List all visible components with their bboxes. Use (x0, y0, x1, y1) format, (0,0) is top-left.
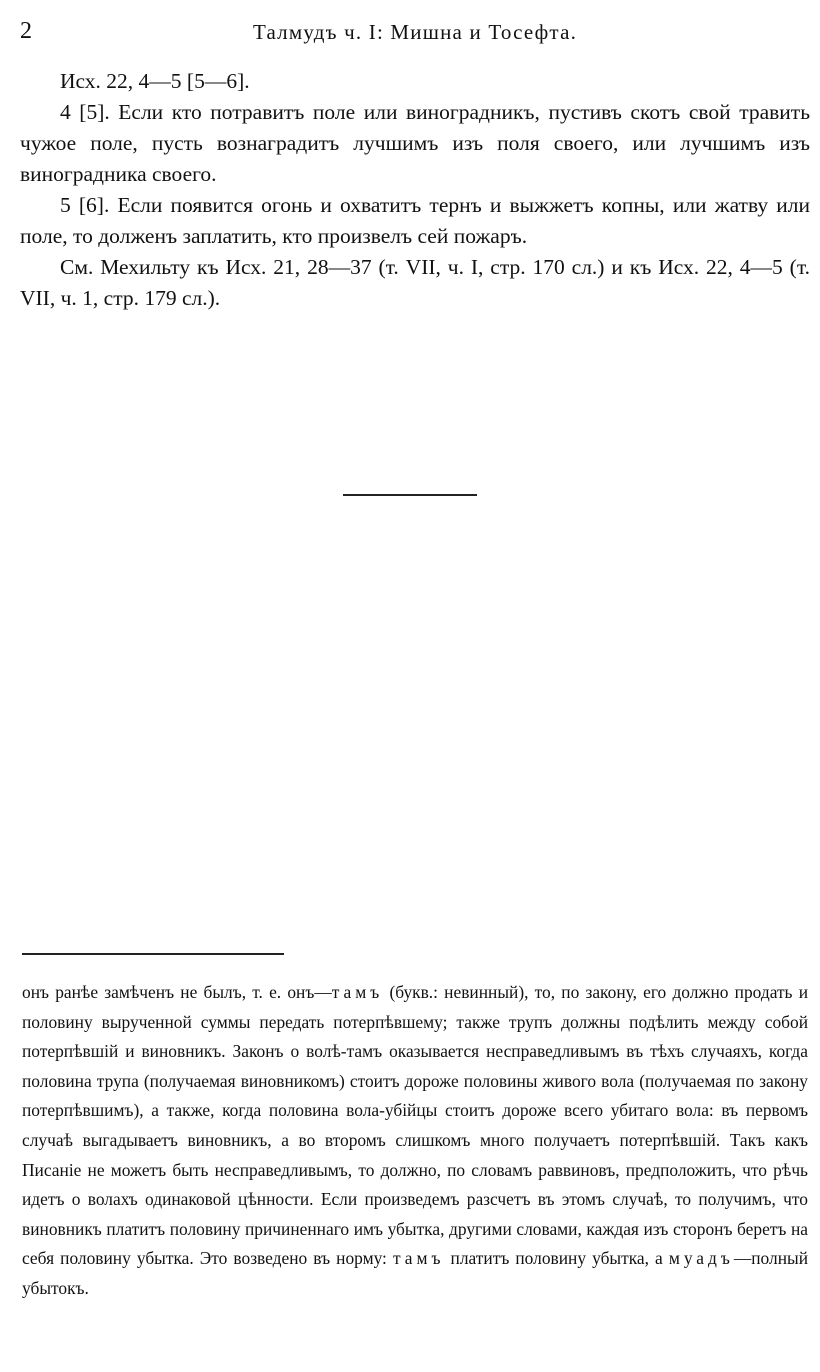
footnote-text-4: —полный убытокъ. (22, 1248, 808, 1298)
footnote-text-1: онъ ранѣе замѣченъ не былъ, т. е. онъ— (22, 982, 332, 1002)
verse-5-paragraph: 5 [6]. Если появится огонь и охватитъ тернъ и выжжетъ копны, или жатву или поле, то долженъ заплатить, кто произвелъ сей пожаръ. (20, 193, 810, 248)
running-title: Талмудъ ч. I: Мишна и Тосефта. (252, 20, 578, 44)
main-text (20, 66, 810, 314)
footnote-paragraph (22, 978, 808, 1304)
section-divider (343, 494, 477, 496)
footnote-text-2: (букв.: невинный), то, по закону, его должно продать и половину вырученной суммы передать потерпѣвшему; также трупъ должны подѣлить между собой потерпѣвшій и виновникъ. Законъ о волѣ-тамъ оказывается несправедливымъ въ тѣхъ случаяхъ, когда половина трупа (получаемая виновникомъ) стоитъ дороже половины живого вола (получаемая по закону потерпѣвшимъ), а также, когда половина вола-убійцы стоитъ дороже всего убитаго вола: въ первомъ случаѣ выгадываетъ виновникъ, а во второмъ слишкомъ много получаетъ потерпѣвшій. Такъ какъ Писаніе не можетъ быть несправедливымъ, то должно, по словамъ раввиновъ, предположить, что рѣчь идетъ о волахъ одинаковой цѣнности. Если произведемъ разсчетъ въ этомъ случаѣ, то получимъ, что виновникъ платитъ половину причиненнаго имъ убытка, другими словами, каждая изъ сторонъ беретъ на себя половину убытка. Это возведено въ норму: (22, 982, 808, 1269)
footnote (22, 978, 808, 1304)
footnote-separator (22, 953, 284, 955)
page-header (20, 18, 810, 48)
cross-reference-paragraph: См. Мехильту къ Исх. 21, 28—37 (т. VII, ч. I, стр. 170 сл.) и къ Исх. 22, 4—5 (т. VII, ч. 1, стр. 179 сл.). (20, 255, 810, 310)
verse-4-paragraph: 4 [5]. Если кто потравитъ поле или виноградникъ, пустивъ скотъ свой травить чужое поле, пусть вознаградитъ лучшимъ изъ поля своего, или лучшимъ изъ виноградника своего. (20, 100, 810, 186)
footnote-term-muad: муадъ (668, 1248, 734, 1269)
footnote-text-3: платитъ половину убытка, а (444, 1248, 669, 1269)
footnote-term-tam: тамъ (392, 1248, 445, 1269)
footnote-term-tam: тамъ (331, 982, 384, 1002)
verse-reference: Исх. 22, 4—5 [5—6]. (60, 69, 250, 93)
page-number: 2 (20, 18, 32, 44)
